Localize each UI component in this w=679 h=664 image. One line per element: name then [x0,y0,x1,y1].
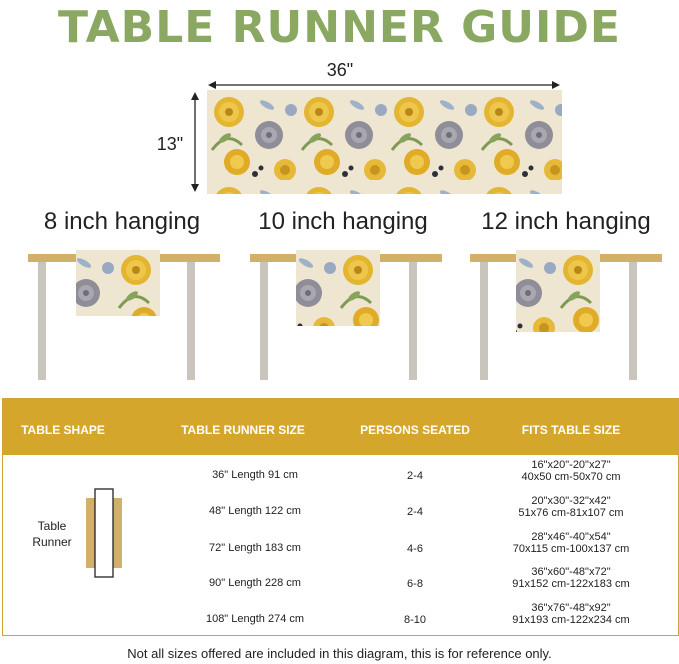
runner-shape-icon [84,488,124,578]
hanging-label-8: 8 inch hanging [43,208,201,235]
row-2-fits-in: 20"x30"-32"x42" [531,495,611,507]
table-illustration-12 [466,248,666,383]
table-illustration-10 [246,248,446,383]
row-2-fits-cm: 51x76 cm-81x107 cm [518,507,624,519]
height-label: 13" [156,134,184,154]
row-4-size: 90" Length 228 cm [209,577,301,589]
row-3-fits-in: 28"x46"-40"x54" [531,531,611,543]
page-title: TABLE RUNNER GUIDE [58,2,621,53]
row-5-fits-cm: 91x193 cm-122x234 cm [512,614,630,626]
header-runner-size: TABLE RUNNER SIZE [181,423,305,437]
header-persons-seated: PERSONS SEATED [360,423,470,437]
height-dimension-arrow [190,92,200,192]
reference-note: Not all sizes offered are included in this diagram, this is for reference only. [127,646,552,661]
row-3-persons: 4-6 [407,543,423,555]
table-shape-label: Table Runner [32,519,72,549]
row-3-size: 72" Length 183 cm [209,542,301,554]
row-5-persons: 8-10 [403,614,427,626]
row-3-fits-cm: 70x115 cm-100x137 cm [512,543,630,555]
header-fits-table-size: FITS TABLE SIZE [521,423,621,437]
hanging-label-12: 12 inch hanging [481,208,651,235]
hanging-label-10: 10 inch hanging [258,208,428,235]
row-2-size: 48" Length 122 cm [209,505,301,517]
row-4-persons: 6-8 [407,578,423,590]
row-5-fits-in: 36"x76"-48"x92" [531,602,611,614]
row-1-fits-in: 16"x20"-20"x27" [531,459,611,471]
row-4-fits-cm: 91x152 cm-122x183 cm [512,578,630,590]
row-2-persons: 2-4 [407,506,423,518]
floral-runner-image [207,90,562,194]
row-1-persons: 2-4 [407,470,423,482]
width-label: 36" [326,60,354,80]
row-5-size: 108" Length 274 cm [205,613,305,625]
header-table-shape: TABLE SHAPE [21,423,105,437]
table-illustration-8 [24,248,224,383]
row-1-fits-cm: 40x50 cm-50x70 cm [521,471,621,483]
width-dimension-arrow [208,80,560,90]
row-4-fits-in: 36"x60"-48"x72" [531,566,611,578]
row-1-size: 36" Length 91 cm [212,469,298,481]
